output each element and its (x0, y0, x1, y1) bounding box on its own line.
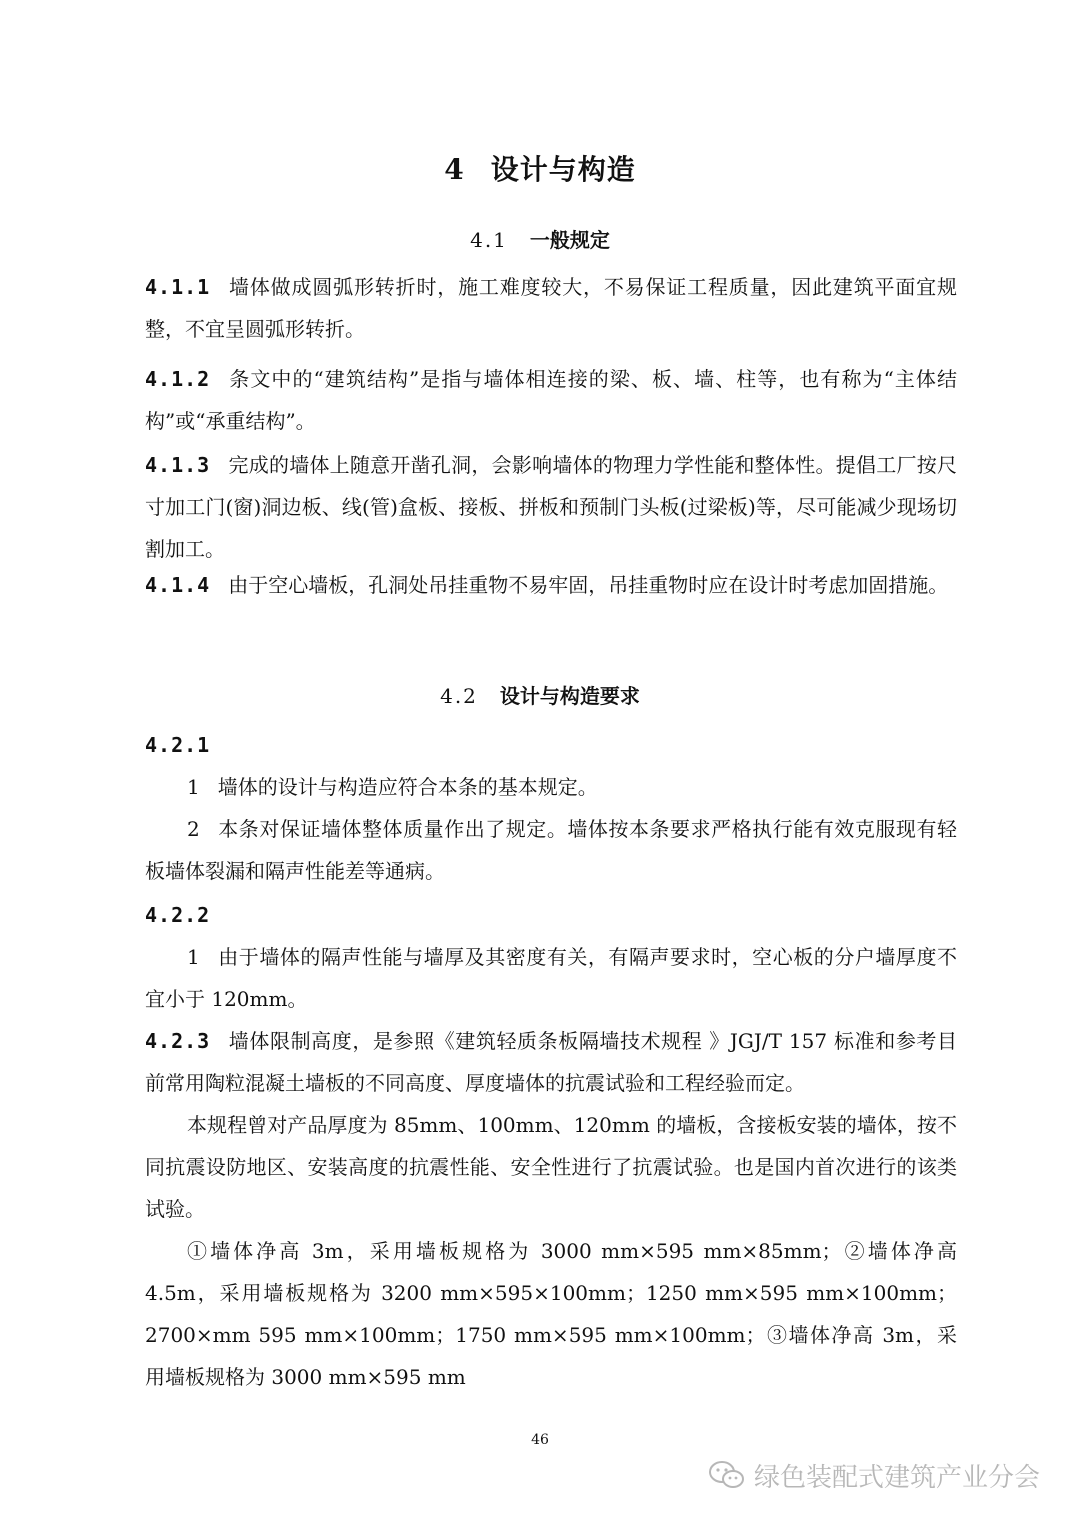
item-text: 由于墙体的隔声性能与墙厚及其密度有关，有隔声要求时，空心板的分户墙厚度不宜小于 120mm。 (145, 945, 957, 1011)
item-number: 1 (187, 945, 200, 969)
section-title-text: 设计与构造要求 (499, 684, 640, 708)
clause-number: 4.2.2 (145, 903, 211, 927)
watermark-text: 绿色装配式建筑产业分会 (754, 1462, 1041, 1493)
list-item (145, 936, 957, 1020)
clause-4-2-1 (145, 724, 957, 892)
section-title-text: 一般规定 (529, 228, 610, 252)
paragraph: 本规程曾对产品厚度为 85mm、100mm、120mm 的墙板，含接板安装的墙体，按不同抗震设防地区、安装高度的抗震性能、安全性进行了抗震试验。也是国内首次进行的该类试验。 (145, 1113, 957, 1221)
clause-number: 4.1.4 (145, 573, 211, 597)
section-number: 4.1 (470, 228, 508, 252)
section-title-4-2 (0, 680, 1080, 709)
clause-text: 完成的墙体上随意开凿孔洞，会影响墙体的物理力学性能和整体性。提倡工厂按尺寸加工门(窗)洞边板、线(管)盒板、接板、拼板和预制门头板(过梁板)等，尽可能减少现场切割加工。 (145, 453, 957, 561)
watermark (708, 1455, 1040, 1495)
item-number: 2 (187, 817, 200, 841)
item-number: 1 (187, 775, 200, 799)
clause-4-1-2 (145, 358, 957, 442)
clause-text: 墙体做成圆弧形转折时，施工难度较大，不易保证工程质量，因此建筑平面宜规整，不宜呈圆弧形转折。 (145, 275, 957, 341)
chapter-title-text: 设计与构造 (490, 153, 636, 186)
clause-4-1-4 (145, 564, 957, 606)
item-text: 墙体的设计与构造应符合本条的基本规定。 (217, 775, 598, 799)
clause-number: 4.2.1 (145, 733, 211, 757)
chapter-title (0, 148, 1080, 188)
list-item (145, 766, 957, 808)
page-number: 46 (531, 1432, 549, 1448)
clause-4-1-3 (145, 444, 957, 570)
clause-text: 由于空心墙板，孔洞处吊挂重物不易牢固，吊挂重物时应在设计时考虑加固措施。 (228, 573, 949, 597)
section-number: 4.2 (440, 684, 478, 708)
clause-4-2-2 (145, 894, 957, 1020)
list-item (145, 808, 957, 892)
clause-number: 4.1.2 (145, 367, 211, 391)
chapter-number: 4 (444, 153, 465, 186)
clause-number: 4.2.3 (145, 1029, 211, 1053)
clause-4-1-1 (145, 266, 957, 350)
clause-4-2-3 (145, 1020, 957, 1398)
clause-text: 条文中的“建筑结构”是指与墙体相连接的梁、板、墙、柱等，也有称为“主体结构”或“承重结构”。 (145, 367, 957, 433)
wechat-icon (708, 1460, 746, 1490)
clause-number: 4.1.1 (145, 275, 211, 299)
paragraph: ①墙体净高 3m，采用墙板规格为 3000 mm×595 mm×85mm；②墙体净高 4.5m，采用墙板规格为 3200 mm×595×100mm；1250 mm×595 mm×100mm；2700×mm 595 mm×100mm；1750 mm×595 mm×100mm；③墙体净高 3m，采用墙板规格为 3000 mm×595 mm (145, 1239, 957, 1389)
section-title-4-1 (0, 224, 1080, 253)
clause-text: 墙体限制高度，是参照《建筑轻质条板隔墙技术规程 》JGJ/T 157 标准和参考目前常用陶粒混凝土墙板的不同高度、厚度墙体的抗震试验和工程经验而定。 (145, 1029, 957, 1095)
item-text: 本条对保证墙体整体质量作出了规定。墙体按本条要求严格执行能有效克服现有轻板墙体裂漏和隔声性能差等通病。 (145, 817, 957, 883)
clause-number: 4.1.3 (145, 453, 211, 477)
